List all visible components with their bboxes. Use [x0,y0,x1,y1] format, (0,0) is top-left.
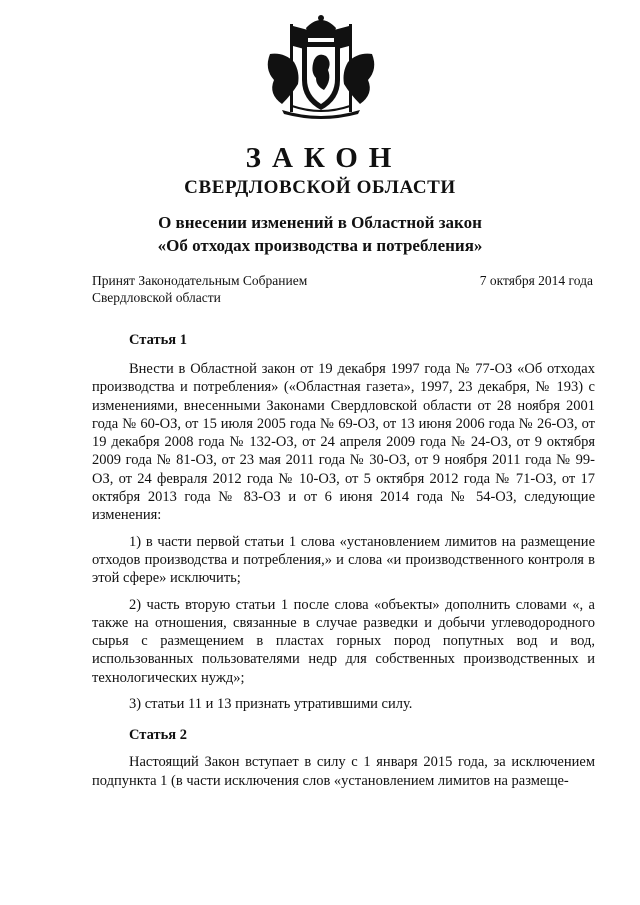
adopted-by [92,272,412,306]
law-subject-line: О внесении изменений в Областной закон [158,213,482,232]
article-item: 1) в части первой статьи 1 слова «установлением лимитов на размещение отходов производства и потребления,» и слова «и производственного контроля в этой сфере» исключить; [92,533,595,587]
article-paragraph: Настоящий Закон вступает в силу с 1 января 2015 года, за исключением подпункта 1 (в части исключения слов «установлением лимитов на размеще- [92,754,595,789]
article-heading: Статья 2 [129,727,187,744]
region-title: СВЕРДЛОВСКОЙ ОБЛАСТИ [184,177,456,198]
adopted-by-line: Принят Законодательным Собранием [92,273,308,288]
law-body [92,330,595,798]
article-item: 2) часть вторую статьи 1 после слова «объекты» дополнить словами «, а также на отношения, связанные в случае разведки и добычи углеводородного сырья с размещением в пластах горных пород попутных вод и вод, использованных пользователями недр для собственных производственных и технологических нужд»; [92,596,595,686]
adoption-date: 7 октября 2014 года [479,273,593,288]
coat-of-arms-emblem [262,14,380,120]
adopted-by-line: Свердловской области [92,290,221,305]
article-item: 3) статьи 11 и 13 признать утратившими силу. [129,696,413,713]
law-subject-line: «Об отходах производства и потребления» [157,236,483,255]
article-heading: Статья 1 [129,332,187,348]
document-type-title: ЗАКОН [245,142,403,174]
article-paragraph: Внести в Областной закон от 19 декабря 1997 года № 77-ОЗ «Об отходах производства и потребления» («Областная газета», 1997, 23 декабря, № 193) с изменениями, внесенными Законами Свердловской области от 28 ноября 2001 года № 60-ОЗ, от 15 июля 2005 года № 69-ОЗ, от 13 июня 2006 года № 26-ОЗ, от 19 декабря 2008 года № 132-ОЗ, от 24 апреля 2009 года № 24-ОЗ, от 9 октября 2009 года № 81-ОЗ, от 23 мая 2011 года № 30-ОЗ, от 9 ноября 2011 года № 99-ОЗ, от 24 февраля 2012 года № 10-ОЗ, от 5 октября 2012 года № 71-ОЗ, от 17 октября 2013 года № 83-ОЗ и от 6 июня 2014 года № 54-ОЗ, следующие изменения: [92,361,595,524]
law-subject [0,211,640,257]
